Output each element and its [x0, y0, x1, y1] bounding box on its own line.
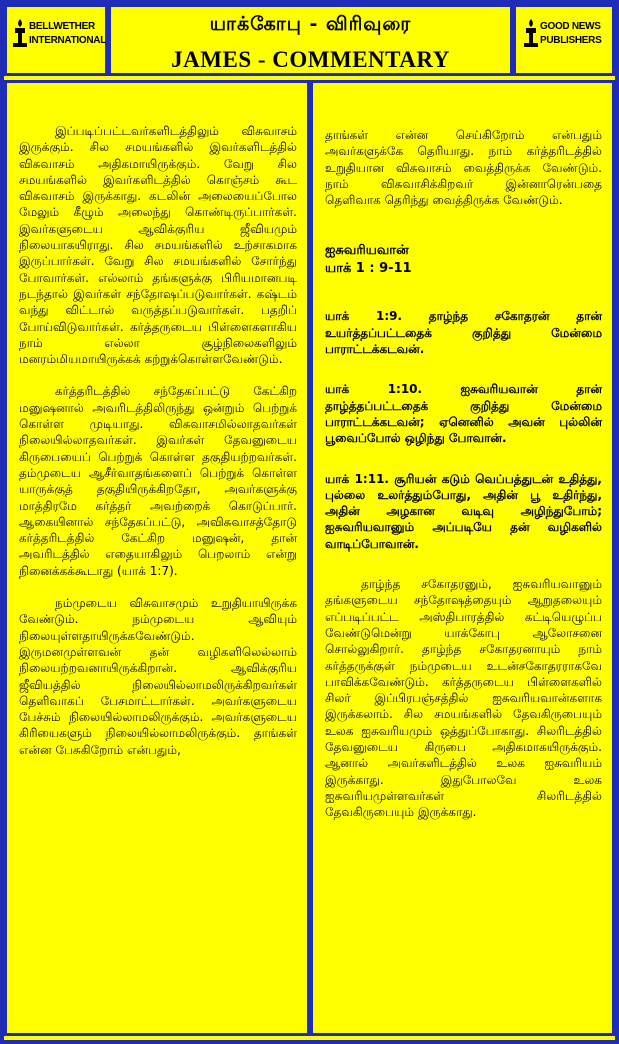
paragraph: கர்த்தரிடத்தில் சந்தேகப்பட்டு கேட்கிற மனுஷனால் அவரிடத்திலிருந்து ஒன்றும் பெற்றுக் கொள்ள முடியாது. விசுவாசமில்லாதவர்கள் நிலையில்லாதவர்கள். இவர்கள் தேவனுடைய கிருபையைப் பெற்றுக் கொள்ள தகுதியற்றவர்கள். தம்முடைய ஆசீர்வாதங்களைப் பெற்றுக் கொள்ள யாருக்குத் தகுதியிருக்கிறதோ, அவர்களுக்கு மாத்திரமே கர்த்தர் அவற்றைக் கொடுப்பார். ஆகையினால் சந்தேகப்பட்டு, அவிசுவாசத்தோடு கர்த்தரிடத்தில் கேட்கிற மனுஷன், தான் அவரிடத்தில் எதையாகிலும் பெறலாம் என்று நினைக்கக்கூடாது (யாக் 1:7).: [19, 384, 297, 578]
lamp-icon: [11, 17, 29, 51]
logo-line1: BELLWETHER: [29, 21, 95, 32]
paragraph: தாழ்ந்த சகோதரனும், ஐசுவரியவானும் தங்களுடைய சந்தோஷத்தையும் ஆறுதலையும் எப்படிப்பட்ட அஸ்திபாரத்தில் கட்டியெழுப்ப வேண்டுமென்று யாக்கோபு ஆலோசனை சொல்லுகிறார். தாழ்ந்த சகோதரனாயும் நாம் கர்த்தருக்குள் நம்முடைய உடன்சகோதரராகவே பாவிக்கவேண்டும். கர்த்தருடைய பிள்ளைகளில் சிலர் இப்பிரபஞ்சத்தில் ஐசுவரியவான்களாக இருக்கலாம். சில சமயங்களில் தேவகிருபையும் உலக ஐசுவரியமும் ஒத்துப்போகாது. சிலரிடத்தில் தேவனுடைய கிருபை அதிகமாகயிருக்கும். ஆனால் அவர்களிடத்தில் உலக ஐசுவரியம் இருக்காது. இதுபோலவே உலக ஐசுவரியமுள்ளவர்கள் சிலரிடத்தில் தேவகிருபையும் இருக்காது.: [325, 577, 602, 820]
left-logo-box: [4, 4, 108, 76]
right-column: [310, 80, 615, 1036]
logo-line2: INTERNATIONAL: [29, 35, 107, 46]
verse-11: யாக் 1:11. சூரியன் கடும் வெப்பத்துடன் உதித்து, புல்லை உலர்த்தும்போது, அதின் பூ உதிர்ந்து, அதின் அழகான வடிவு அழிந்துபோம்; ஐசுவரியவானும் அப்படியே தன் வழிகளில் வாடிப்போவான்.: [325, 471, 602, 551]
section-reference: யாக் 1 : 9-11: [325, 261, 412, 277]
verse-10: யாக் 1:10. ஐசுவரியவான் தான் தாழ்த்தப்பட்டதைக் குறித்து மேன்மை பாராட்டக்கடவன்; ஏனெனில் அவன் புல்லின் பூவைப்போல் ஒழிந்து போவான்.: [325, 382, 602, 446]
right-logo-box: [513, 4, 615, 76]
left-column: [4, 80, 310, 1036]
lamp-icon: [522, 17, 540, 51]
verse-9: யாக் 1:9. தாழ்ந்த சகோதரன் தான் உயர்த்தப்பட்டதைக் குறித்து மேன்மை பாராட்டக்கடவன்.: [325, 309, 602, 357]
paragraph: தாங்கள் என்ன செய்கிறோம் என்பதும் அவர்களுக்கே தெரியாது. நாம் கர்த்தரிடத்தில் உறுதியான விசுவாசம் வைத்திருக்க வேண்டும். நாம் விசுவாசிக்கிறவர் இன்னாரென்பதை தெளிவாக தெரிந்து வைத்திருக்க வேண்டும்.: [325, 128, 602, 208]
logo-line2: PUBLISHERS: [540, 35, 602, 46]
logo-line1: GOOD NEWS: [540, 21, 601, 32]
title-box: [108, 4, 513, 76]
header: [4, 4, 615, 76]
good-news-logo-text: [540, 20, 601, 48]
title-tamil: யாக்கோபு - விரிவுரை: [209, 13, 412, 35]
bellwether-logo: [11, 17, 106, 51]
paragraph: இப்படிப்பட்டவர்களிடத்திலும் விசுவாசம் இருக்கும். சில சமயங்களில் இவர்களிடத்தில் விசுவாசம் அதிகமாயிருக்கும். வேறு சில சமயங்களில் இவர்களிடத்தில் கொஞ்சம் கூட விசுவாசம் இருக்காது. கடலின் அலையைப்போல மேலும் கீழும் அலைந்து கொண்டிருப்பார்கள். இவர்களுடைய ஆவிக்குரிய ஜீவியமும் நிலையாகயிராது. சில சமயங்களில் உற்சாகமாக இருப்பார்கள். வேறு சில சமயங்களில் சோர்ந்து போவார்கள். எல்லாம் தங்களுக்கு பிரியமானபடி நடந்தால் இவர்கள் சந்தோஷப்படுவார்கள். கஷ்டம் வந்து விட்டால் வருத்தப்படுவார்கள். பதறிப் போய்விடுவார்கள். கர்த்தருடைய பிள்ளைகளாகிய நாம் எல்லா சூழ்நிலைகளிலும் மனரம்மியமாயிருக்கக் கற்றுக்கொள்ளவேண்டும்.: [19, 124, 297, 367]
good-news-logo: [522, 17, 601, 51]
paragraph: நம்முடைய விசுவாசமும் உறுதியாயிருக்க வேண்டும். நம்முடைய ஆவியும் நிலையுள்ளதாயிருக்கவேண்டும். இருமனமுள்ளவன் தன் வழிகளிலெல்லாம் நிலையற்றவனாயிருக்கிறான். ஆவிக்குரிய ஜீவியத்தில் நிலையில்லாமலிருக்கிறவர்கள் தெளிவாகப் பேசமாட்டார்கள். அவர்களுடைய பேச்சும் நிலையில்லாமலிருக்கும். அவர்களுடைய கிரியைகளும் நிலையில்லாமலிருக்கும். தாங்கள் என்ன பேசுகிறோம் என்பதும்,: [19, 596, 297, 757]
bellwether-logo-text: [29, 20, 106, 48]
title-english: JAMES - COMMENTARY: [171, 47, 450, 72]
section-heading: ஐசுவரியவான்: [325, 243, 409, 259]
